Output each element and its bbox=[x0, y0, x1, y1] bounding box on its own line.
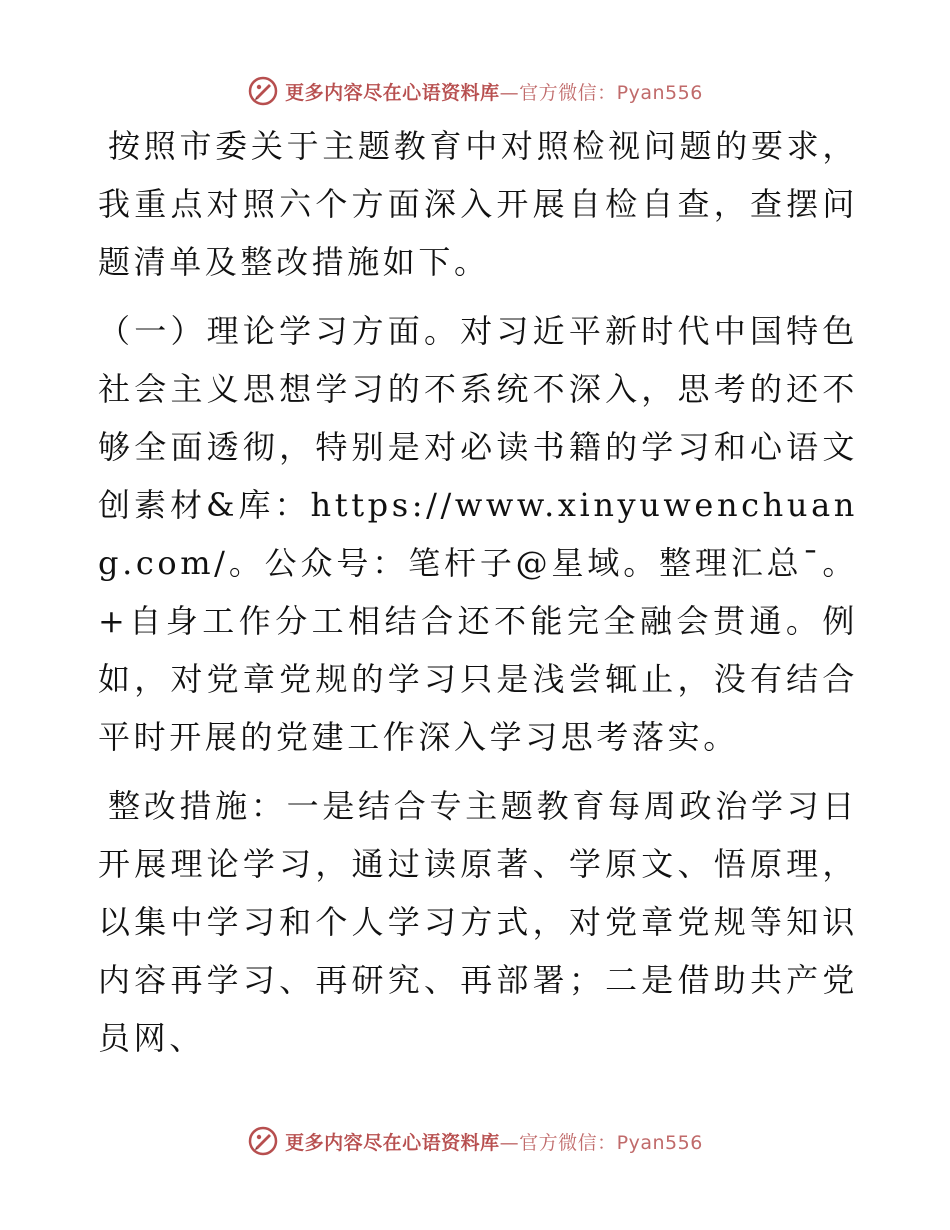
brand-logo-icon bbox=[247, 75, 279, 107]
banner-brand-text: 更多内容尽在心语资料库 bbox=[285, 1131, 500, 1154]
brand-logo-icon bbox=[247, 1125, 279, 1157]
header-banner bbox=[0, 73, 950, 109]
paragraph-rectification-measures: 整改措施：一是结合专主题教育每周政治学习日开展理论学习，通过读原著、学原文、悟原理，以集中学习和个人学习方式，对党章党规等知识内容再学习、再研究、再部署；二是借助共产党员网、 bbox=[98, 787, 858, 1057]
footer-banner bbox=[0, 1123, 950, 1159]
paragraph-theory-study: （一）理论学习方面。对习近平新时代中国特色社会主义思想学习的不系统不深入，思考的还不够全面透彻，特别是对必读书籍的学习和心语文创素材&库：https://www.xinyuwenchuang.com/。公众号：笔杆子@星域。整理汇总¯。+自身工作分工相结合还不能完全融会贯通。例如，对党章党规的学习只是浅尝辄止，没有结合平时开展的党建工作深入学习思考落实。 bbox=[98, 312, 858, 756]
banner-separator: — bbox=[499, 81, 520, 104]
banner-contact-text: 官方微信：Pyan556 bbox=[519, 81, 703, 104]
banner-separator: — bbox=[499, 1131, 520, 1154]
banner-contact-text: 官方微信：Pyan556 bbox=[519, 1131, 703, 1154]
banner-brand-text: 更多内容尽在心语资料库 bbox=[285, 81, 500, 104]
paragraph-intro: 按照市委关于主题教育中对照检视问题的要求，我重点对照六个方面深入开展自检自查，查摆问题清单及整改措施如下。 bbox=[98, 127, 858, 281]
document-body bbox=[98, 117, 858, 1078]
